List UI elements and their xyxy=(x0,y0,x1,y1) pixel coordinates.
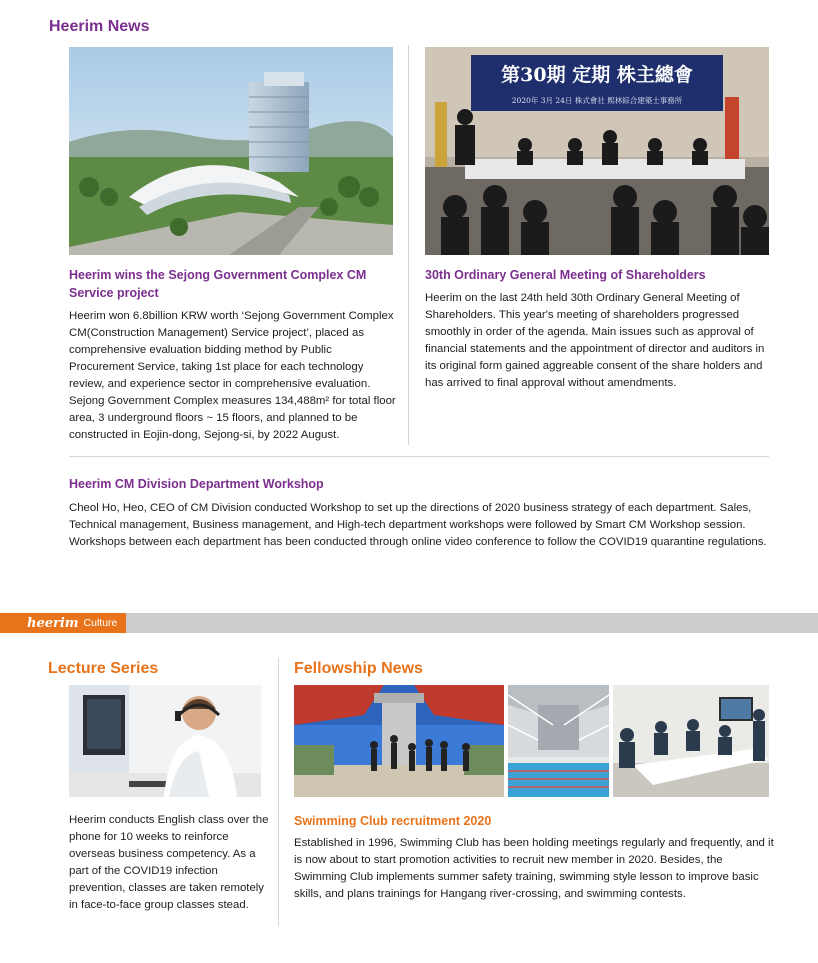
heerim-logo: heerim xyxy=(27,615,79,631)
lecture-section-title: Lecture Series xyxy=(48,660,159,677)
fellowship-group-photo xyxy=(294,685,504,797)
shareholders-meeting-photo xyxy=(425,47,769,255)
culture-section-bar xyxy=(0,613,818,633)
news-section-title: Heerim News xyxy=(49,18,150,35)
meeting-banner-subtitle: 2020年 3月 24日 株式會社 熙林綜合建築士事務所 xyxy=(511,96,683,105)
culture-label: Culture xyxy=(83,617,118,629)
fellowship-section-title: Fellowship News xyxy=(294,660,423,677)
lecture-body: Heerim conducts English class over the phone for 10 weeks to reinforce overseas business competency. As a part of the COVID19 infection prevention, classes are taken remotely in face-to-face group classes stead. xyxy=(69,814,269,911)
swimming-pool-photo xyxy=(508,685,609,797)
sejong-complex-photo xyxy=(69,47,393,255)
swimming-club-meeting-photo xyxy=(613,685,769,797)
section-divider xyxy=(69,456,769,457)
culture-tag xyxy=(0,613,126,633)
culture-column-divider xyxy=(278,658,279,926)
column-divider xyxy=(408,45,409,445)
workshop-article-body: Cheol Ho, Heo, CEO of CM Division conducted Workshop to set up the directions of 2020 business strategy of each department. Sales, Technical management, Business management, and High-tech department workshops were followed by Smart CM Workshop session. Workshops between each department has been conducted through online video conference to follow the COVID19 quarantine regulations. xyxy=(69,502,767,548)
workshop-article-title: Heerim CM Division Department Workshop xyxy=(69,477,324,491)
meeting-banner-title: 第30期 定期 株主總會 xyxy=(501,64,693,86)
swimming-club-body: Established in 1996, Swimming Club has been holding meetings regularly and frequently, and it is now about to start promotion activities to recruit new member in 2020. Besides, the Swimming Club implements summer safety training, swimming style lesson to improve basic skills, and plans trainings for Hangang river-crossing, and swimming contests. xyxy=(294,837,774,900)
sejong-article-title: Heerim wins the Sejong Government Complex CM Service project xyxy=(69,268,367,300)
swimming-club-title: Swimming Club recruitment 2020 xyxy=(294,814,492,828)
lecture-photo xyxy=(69,685,261,797)
sejong-article-body: Heerim won 6.8billion KRW worth ‘Sejong Government Complex CM(Construction Management) Service project’, placed as comprehensive evaluation bidding method by Public Procurement Service, taking 1st place for each technology review, and experience sector in comprehensive evaluation. Sejong Government Complex measures 134,488m² for total floor area, 3 underground floors ~ 15 floors, and planned to be constructed in Eojin-dong, Sejong-si, by 2022 August. xyxy=(69,310,396,441)
shareholders-article-title: 30th Ordinary General Meeting of Shareholders xyxy=(425,268,706,282)
shareholders-article-body: Heerim on the last 24th held 30th Ordinary General Meeting of Shareholders. This year's meeting of shareholders progressed smoothly in order of the agenda. Main issues such as approval of financial statements and the appointment of director and auditors in its original form gained aggreable consent of the share holders and has arrived to final approval without amendments. xyxy=(425,292,765,389)
